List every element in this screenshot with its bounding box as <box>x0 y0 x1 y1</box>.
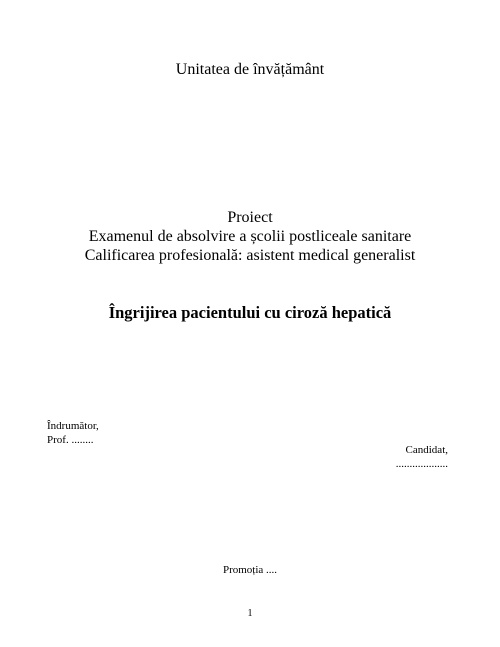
candidate-name: ................... <box>395 458 448 470</box>
qualification-line: Calificarea profesională: asistent medical generalist <box>84 247 416 264</box>
exam-line: Examenul de absolvire a școlii postliceale sanitare <box>88 228 412 245</box>
candidate-label: Candidat, <box>405 444 448 456</box>
advisor-name: Prof. ........ <box>47 434 94 446</box>
project-label: Proiect <box>227 209 273 226</box>
advisor-label: Îndrumător, <box>47 420 99 432</box>
page-number: 1 <box>247 608 253 619</box>
project-block <box>0 208 500 265</box>
institution-heading: Unitatea de învățământ <box>175 61 325 78</box>
thesis-title: Îngrijirea pacientului cu ciroză hepatică <box>108 303 392 322</box>
advisor-block <box>47 419 99 447</box>
candidate-block <box>396 443 448 471</box>
promotion-line: Promoția .... <box>222 564 278 576</box>
